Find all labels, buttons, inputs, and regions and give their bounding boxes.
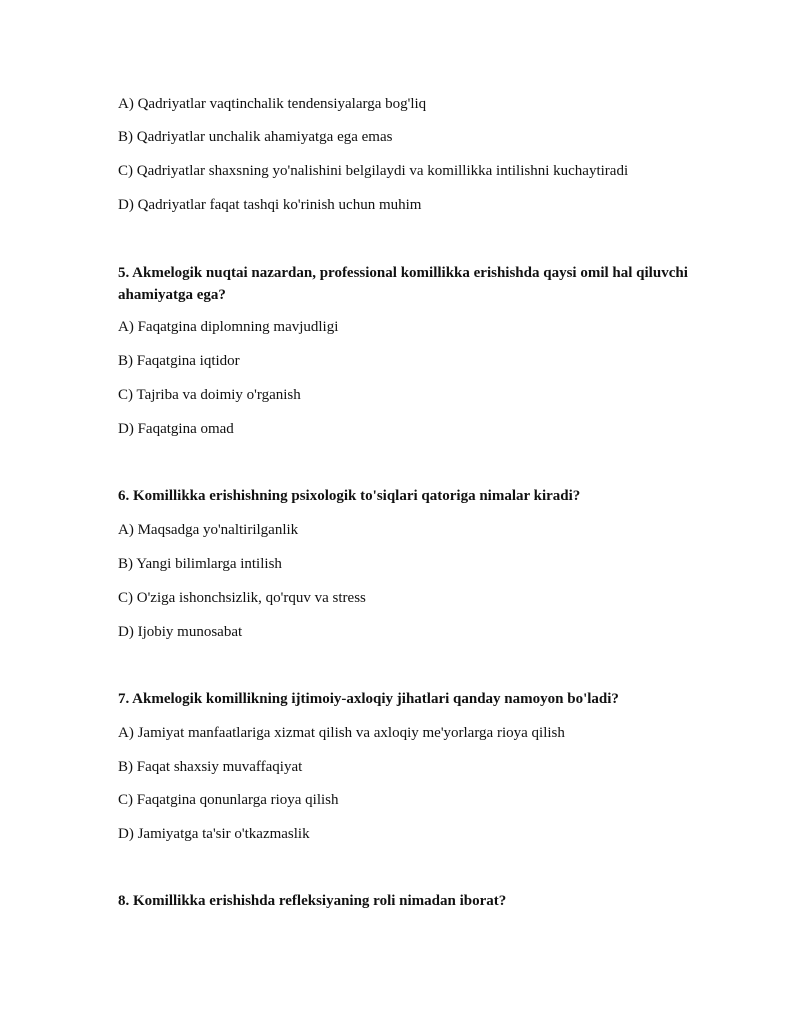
option-d: D) Qadriyatlar faqat tashqi ko'rinish uchun muhim xyxy=(118,197,422,213)
question-5-heading: 5. Akmelogik nuqtai nazardan, professional komillikka erishishda qaysi omil hal qiluvchi ahamiyatga ega? xyxy=(118,265,688,303)
option-b: B) Faqat shaxsiy muvaffaqiyat xyxy=(118,759,303,775)
option-c: C) Faqatgina qonunlarga rioya qilish xyxy=(118,792,339,808)
option-a: A) Qadriyatlar vaqtinchalik tendensiyalarga bog'liq xyxy=(118,96,427,112)
option-a: A) Maqsadga yo'naltirilganlik xyxy=(118,522,299,538)
option-c: C) Tajriba va doimiy o'rganish xyxy=(118,387,301,403)
option-d: D) Ijobiy munosabat xyxy=(118,624,243,640)
option-a: A) Jamiyat manfaatlariga xizmat qilish va axloqiy me'yorlarga rioya qilish xyxy=(118,725,565,741)
option-b: B) Yangi bilimlarga intilish xyxy=(118,556,282,572)
question-6-heading: 6. Komillikka erishishning psixologik to'siqlari qatoriga nimalar kiradi? xyxy=(118,488,581,504)
question-8-heading: 8. Komillikka erishishda refleksiyaning roli nimadan iborat? xyxy=(118,893,507,909)
option-d: D) Jamiyatga ta'sir o'tkazmaslik xyxy=(118,826,310,842)
option-c: C) Qadriyatlar shaxsning yo'nalishini belgilaydi va komillikka intilishni kuchaytiradi xyxy=(118,163,629,179)
option-d: D) Faqatgina omad xyxy=(118,421,234,437)
question-7-heading: 7. Akmelogik komillikning ijtimoiy-axloqiy jihatlari qanday namoyon bo'ladi? xyxy=(118,691,619,707)
option-b: B) Qadriyatlar unchalik ahamiyatga ega emas xyxy=(118,129,393,145)
option-b: B) Faqatgina iqtidor xyxy=(118,353,240,369)
option-a: A) Faqatgina diplomning mavjudligi xyxy=(118,319,339,335)
option-c: C) O'ziga ishonchsizlik, qo'rquv va stress xyxy=(118,590,366,606)
